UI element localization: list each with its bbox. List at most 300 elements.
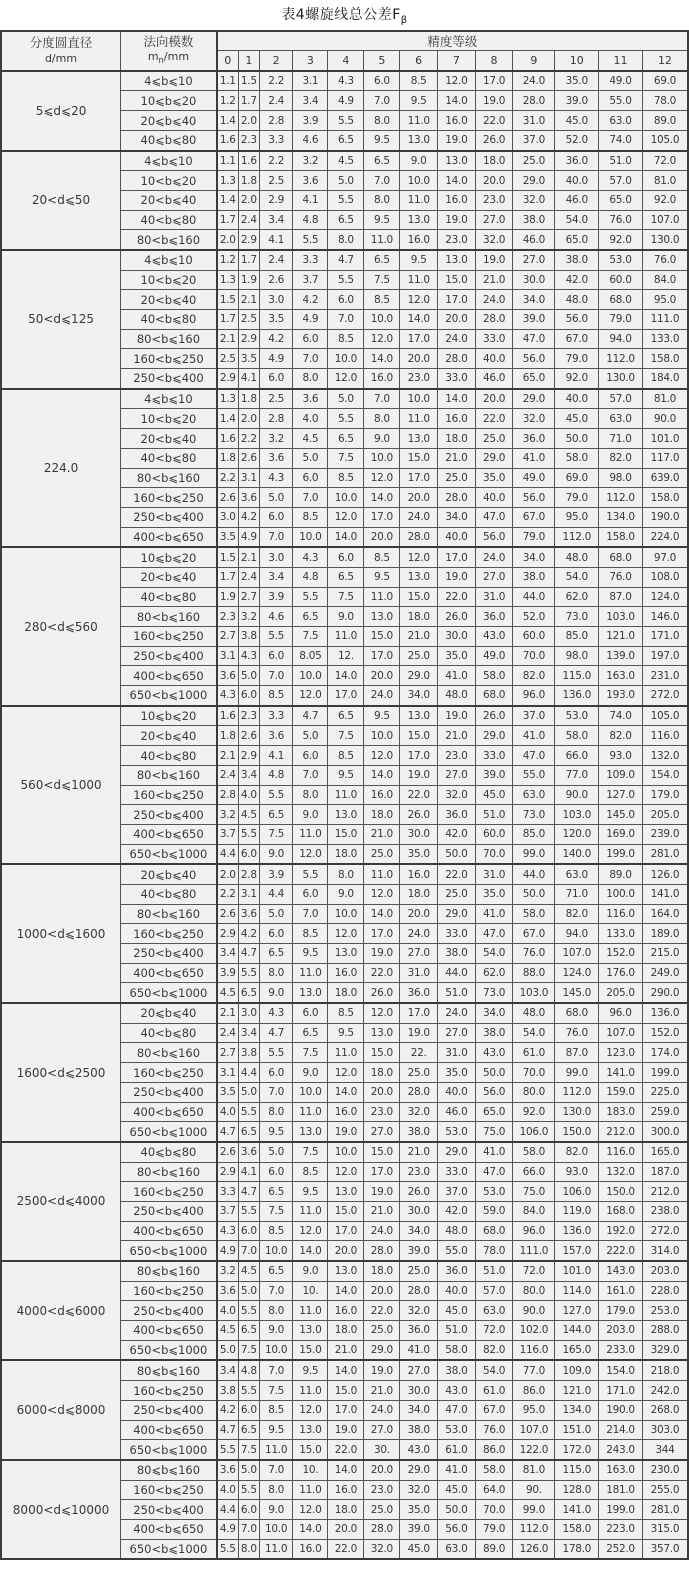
tolerance-value-cell: 14.0	[328, 1360, 364, 1380]
tolerance-value-cell: 19.0	[475, 250, 513, 270]
tolerance-value-cell: 32.0	[438, 785, 476, 805]
tolerance-value-cell: 272.0	[642, 1221, 688, 1241]
tolerance-value-cell: 16.0	[364, 785, 400, 805]
tolerance-value-cell: 6.0	[364, 71, 400, 91]
diameter-header-line1: 分度圆直径	[29, 34, 93, 50]
tolerance-value-cell: 20.0	[475, 389, 513, 409]
tolerance-value-cell: 7.0	[293, 488, 328, 508]
tolerance-value-cell: 33.0	[438, 1162, 476, 1182]
tolerance-value-cell: 99.0	[513, 1500, 555, 1520]
tolerance-value-cell: 24.0	[364, 1400, 400, 1420]
tolerance-value-cell: 4.3	[328, 71, 364, 91]
tolerance-value-cell: 1.5	[238, 71, 259, 91]
tolerance-value-cell: 43.0	[475, 1043, 513, 1063]
tolerance-value-cell: 25.0	[364, 1500, 400, 1520]
tolerance-value-cell: 79.0	[599, 310, 643, 330]
tolerance-value-cell: 8.0	[293, 785, 328, 805]
tolerance-value-cell: 4.3	[217, 686, 238, 706]
tolerance-value-cell: 243.0	[599, 1440, 643, 1460]
facewidth-range-cell: 40<b⩽80	[121, 310, 217, 330]
tolerance-value-cell: 21.0	[438, 448, 476, 468]
tolerance-value-cell: 56.0	[438, 1519, 476, 1539]
tolerance-value-cell: 34.0	[438, 507, 476, 527]
tolerance-value-cell: 3.1	[293, 71, 328, 91]
tolerance-value-cell: 107.0	[642, 210, 688, 230]
tolerance-value-cell: 19.0	[364, 1182, 400, 1202]
tolerance-value-cell: 39.0	[555, 91, 599, 111]
tolerance-value-cell: 116.0	[642, 726, 688, 746]
tolerance-value-cell: 14.0	[438, 389, 476, 409]
tolerance-value-cell: 9.5	[400, 250, 438, 270]
facewidth-range-cell: 400<b⩽650	[121, 824, 217, 844]
tolerance-value-cell: 1.2	[217, 250, 238, 270]
tolerance-value-cell: 65.0	[599, 190, 643, 210]
facewidth-range-cell: 10<b⩽20	[121, 270, 217, 290]
tolerance-value-cell: 12.0	[400, 290, 438, 310]
tolerance-value-cell: 11.0	[328, 627, 364, 647]
tolerance-value-cell: 3.6	[217, 1460, 238, 1480]
tolerance-value-cell: 47.0	[513, 746, 555, 766]
tolerance-value-cell: 60.0	[513, 627, 555, 647]
tolerance-value-cell: 13.0	[364, 1023, 400, 1043]
tolerance-value-cell: 17.0	[400, 1003, 438, 1023]
tolerance-value-cell: 5.0	[238, 666, 259, 686]
tolerance-value-cell: 61.0	[513, 1043, 555, 1063]
tolerance-value-cell: 4.6	[293, 130, 328, 150]
tolerance-value-cell: 48.0	[555, 547, 599, 567]
tolerance-value-cell: 127.0	[599, 785, 643, 805]
tolerance-value-cell: 178.0	[555, 1539, 599, 1559]
diameter-range-cell: 1000<d⩽1600	[1, 864, 121, 1003]
tolerance-value-cell: 54.0	[555, 210, 599, 230]
tolerance-value-cell: 2.4	[217, 765, 238, 785]
table-row	[1, 1003, 688, 1023]
tolerance-value-cell: 60.0	[599, 270, 643, 290]
tolerance-value-cell: 28.0	[438, 488, 476, 508]
tolerance-value-cell: 4.7	[259, 1023, 292, 1043]
tolerance-value-cell: 8.5	[328, 468, 364, 488]
tolerance-value-cell: 7.0	[293, 349, 328, 369]
tolerance-value-cell: 4.5	[217, 983, 238, 1003]
tolerance-value-cell: 288.0	[642, 1321, 688, 1341]
tolerance-value-cell: 205.0	[599, 983, 643, 1003]
tolerance-value-cell: 3.5	[259, 310, 292, 330]
tolerance-value-cell: 10.0	[400, 171, 438, 191]
tolerance-value-cell: 3.6	[238, 1142, 259, 1162]
tolerance-value-cell: 36.0	[400, 1321, 438, 1341]
tolerance-value-cell: 60.0	[475, 824, 513, 844]
tolerance-value-cell: 4.4	[259, 884, 292, 904]
tolerance-value-cell: 76.0	[475, 1420, 513, 1440]
facewidth-range-cell: 20<b⩽40	[121, 567, 217, 587]
tolerance-value-cell: 9.0	[328, 884, 364, 904]
tolerance-value-cell: 20.0	[364, 1281, 400, 1301]
tolerance-value-cell: 1.6	[238, 151, 259, 171]
tolerance-value-cell: 68.0	[555, 1003, 599, 1023]
tolerance-value-cell: 70.0	[475, 1500, 513, 1520]
tolerance-value-cell: 141.0	[599, 1063, 643, 1083]
tolerance-value-cell: 8.0	[328, 864, 364, 884]
tolerance-value-cell: 119.0	[555, 1201, 599, 1221]
tolerance-value-cell: 43.0	[475, 627, 513, 647]
tolerance-value-cell: 39.0	[400, 1241, 438, 1261]
tolerance-value-cell: 13.0	[364, 607, 400, 627]
tolerance-value-cell: 132.0	[599, 1162, 643, 1182]
tolerance-value-cell: 107.0	[555, 944, 599, 964]
tolerance-value-cell: 45.0	[555, 409, 599, 429]
tolerance-value-cell: 16.0	[328, 1301, 364, 1321]
tolerance-value-cell: 3.1	[238, 884, 259, 904]
tolerance-value-cell: 2.0	[217, 864, 238, 884]
tolerance-value-cell: 3.3	[293, 250, 328, 270]
tolerance-value-cell: 34.0	[400, 1400, 438, 1420]
tolerance-value-cell: 20.0	[438, 310, 476, 330]
tolerance-value-cell: 215.0	[642, 944, 688, 964]
tolerance-value-cell: 10.0	[328, 488, 364, 508]
tolerance-value-cell: 11.0	[293, 963, 328, 983]
tolerance-value-cell: 190.0	[642, 507, 688, 527]
tolerance-value-cell: 8.0	[259, 1480, 292, 1500]
tolerance-value-cell: 18.0	[438, 429, 476, 449]
tolerance-value-cell: 94.0	[555, 924, 599, 944]
tolerance-value-cell: 8.5	[259, 686, 292, 706]
tolerance-value-cell: 5.0	[259, 488, 292, 508]
tolerance-value-cell: 223.0	[599, 1519, 643, 1539]
facewidth-range-cell: 400<b⩽650	[121, 1420, 217, 1440]
tolerance-value-cell: 133.0	[599, 924, 643, 944]
tolerance-value-cell: 97.0	[642, 547, 688, 567]
facewidth-range-cell: 400<b⩽650	[121, 527, 217, 547]
tolerance-value-cell: 158.0	[642, 488, 688, 508]
tolerance-value-cell: 2.3	[217, 607, 238, 627]
tolerance-value-cell: 7.0	[328, 310, 364, 330]
tolerance-value-cell: 18.0	[364, 1261, 400, 1281]
tolerance-value-cell: 9.5	[293, 1360, 328, 1380]
tolerance-value-cell: 33.0	[438, 924, 476, 944]
tolerance-value-cell: 56.0	[475, 527, 513, 547]
grade-header-12: 12	[642, 50, 688, 71]
tolerance-value-cell: 126.0	[513, 1539, 555, 1559]
tolerance-value-cell: 5.0	[293, 448, 328, 468]
tolerance-value-cell: 19.0	[364, 944, 400, 964]
tolerance-value-cell: 51.0	[475, 1261, 513, 1281]
table-row	[1, 706, 688, 726]
tolerance-value-cell: 56.0	[475, 1082, 513, 1102]
tolerance-value-cell: 203.0	[642, 1261, 688, 1281]
tolerance-value-cell: 1.7	[217, 310, 238, 330]
tolerance-value-cell: 26.0	[364, 983, 400, 1003]
tolerance-value-cell: 1.1	[217, 151, 238, 171]
tolerance-value-cell: 7.5	[328, 448, 364, 468]
tolerance-value-cell: 48.0	[438, 1221, 476, 1241]
tolerance-value-cell: 12.0	[293, 1400, 328, 1420]
tolerance-value-cell: 11.0	[293, 1301, 328, 1321]
grade-header-11: 11	[599, 50, 643, 71]
tolerance-value-cell: 15.0	[328, 1201, 364, 1221]
tolerance-value-cell: 4.7	[328, 250, 364, 270]
tolerance-value-cell: 22.0	[328, 1440, 364, 1460]
tolerance-value-cell: 2.9	[238, 230, 259, 250]
tolerance-value-cell: 1.9	[238, 270, 259, 290]
tolerance-value-cell: 68.0	[599, 547, 643, 567]
tolerance-value-cell: 29.0	[475, 726, 513, 746]
tolerance-value-cell: 46.0	[438, 1102, 476, 1122]
tolerance-value-cell: 10.0	[259, 1340, 292, 1360]
tolerance-value-cell: 116.0	[599, 1142, 643, 1162]
tolerance-value-cell: 19.0	[438, 706, 476, 726]
tolerance-value-cell: 9.5	[364, 210, 400, 230]
tolerance-value-cell: 6.0	[293, 746, 328, 766]
tolerance-value-cell: 3.5	[217, 527, 238, 547]
tolerance-value-cell: 1.8	[238, 389, 259, 409]
tolerance-value-cell: 93.0	[555, 1162, 599, 1182]
tolerance-value-cell: 12.0	[328, 1063, 364, 1083]
tolerance-value-cell: 36.0	[438, 805, 476, 825]
tolerance-value-cell: 33.0	[475, 746, 513, 766]
tolerance-value-cell: 105.0	[642, 130, 688, 150]
tolerance-value-cell: 51.0	[438, 1321, 476, 1341]
tolerance-value-cell: 164.0	[642, 904, 688, 924]
tolerance-value-cell: 10.0	[400, 389, 438, 409]
tolerance-value-cell: 152.0	[599, 944, 643, 964]
tolerance-value-cell: 5.5	[238, 1102, 259, 1122]
tolerance-value-cell: 40.0	[475, 488, 513, 508]
tolerance-value-cell: 2.2	[238, 429, 259, 449]
tolerance-value-cell: 2.9	[217, 924, 238, 944]
tolerance-value-cell: 7.0	[259, 1281, 292, 1301]
tolerance-value-cell: 50.0	[438, 1500, 476, 1520]
tolerance-value-cell: 28.0	[400, 527, 438, 547]
tolerance-value-cell: 1.3	[217, 171, 238, 191]
diameter-range-cell: 1600<d⩽2500	[1, 1003, 121, 1142]
tolerance-value-cell: 36.0	[475, 607, 513, 627]
grade-header-5: 5	[364, 50, 400, 71]
tolerance-value-cell: 136.0	[555, 686, 599, 706]
tolerance-value-cell: 8.5	[328, 1003, 364, 1023]
tolerance-value-cell: 6.0	[293, 1003, 328, 1023]
diameter-column-header	[1, 31, 121, 71]
tolerance-value-cell: 47.0	[475, 924, 513, 944]
tolerance-value-cell: 5.0	[328, 171, 364, 191]
tolerance-value-cell: 35.0	[475, 468, 513, 488]
tolerance-value-cell: 72.0	[513, 1261, 555, 1281]
tolerance-value-cell: 13.0	[293, 1321, 328, 1341]
tolerance-value-cell: 24.0	[400, 507, 438, 527]
table-body	[1, 71, 688, 1560]
tolerance-value-cell: 6.0	[293, 468, 328, 488]
tolerance-value-cell: 4.2	[217, 1400, 238, 1420]
tolerance-value-cell: 9.5	[364, 567, 400, 587]
tolerance-value-cell: 4.7	[238, 944, 259, 964]
tolerance-value-cell: 65.0	[513, 369, 555, 389]
tolerance-value-cell: 45.0	[475, 785, 513, 805]
tolerance-value-cell: 2.8	[259, 111, 292, 131]
tolerance-value-cell: 79.0	[555, 349, 599, 369]
tolerance-value-cell: 109.0	[599, 765, 643, 785]
tolerance-value-cell: 36.0	[400, 983, 438, 1003]
tolerance-value-cell: 13.0	[328, 1261, 364, 1281]
tolerance-value-cell: 184.0	[642, 369, 688, 389]
tolerance-value-cell: 107.0	[513, 1420, 555, 1440]
tolerance-value-cell: 136.0	[642, 1003, 688, 1023]
tolerance-value-cell: 1.2	[217, 91, 238, 111]
facewidth-range-cell: 20<b⩽40	[121, 429, 217, 449]
tolerance-value-cell: 14.0	[438, 171, 476, 191]
tolerance-value-cell: 8.5	[259, 1221, 292, 1241]
tolerance-value-cell: 8.5	[328, 329, 364, 349]
tolerance-value-cell: 2.8	[238, 864, 259, 884]
tolerance-value-cell: 28.0	[364, 1519, 400, 1539]
tolerance-value-cell: 61.0	[475, 1381, 513, 1401]
tolerance-value-cell: 47.0	[475, 507, 513, 527]
tolerance-value-cell: 112.0	[599, 488, 643, 508]
tolerance-value-cell: 168.0	[599, 1201, 643, 1221]
tolerance-value-cell: 32.0	[475, 230, 513, 250]
tolerance-value-cell: 5.0	[217, 1340, 238, 1360]
tolerance-value-cell: 3.8	[238, 1043, 259, 1063]
tolerance-value-cell: 12.0	[293, 1500, 328, 1520]
tolerance-value-cell: 35.0	[400, 1500, 438, 1520]
tolerance-value-cell: 57.0	[475, 1281, 513, 1301]
facewidth-range-cell: 40<b⩽80	[121, 746, 217, 766]
tolerance-value-cell: 4.1	[238, 369, 259, 389]
tolerance-value-cell: 2.1	[217, 329, 238, 349]
tolerance-value-cell: 38.0	[475, 1023, 513, 1043]
tolerance-value-cell: 10.0	[293, 666, 328, 686]
tolerance-value-cell: 1.8	[217, 726, 238, 746]
tolerance-value-cell: 35.0	[555, 71, 599, 91]
tolerance-value-cell: 9.0	[293, 805, 328, 825]
tolerance-value-cell: 43.0	[400, 1440, 438, 1460]
tolerance-value-cell: 2.9	[217, 369, 238, 389]
tolerance-value-cell: 1.7	[238, 250, 259, 270]
diameter-range-cell: 224.0	[1, 389, 121, 548]
tolerance-value-cell: 11.0	[328, 1043, 364, 1063]
tolerance-value-cell: 105.0	[642, 706, 688, 726]
tolerance-value-cell: 111.0	[642, 310, 688, 330]
tolerance-value-cell: 126.0	[642, 864, 688, 884]
tolerance-value-cell: 76.0	[513, 944, 555, 964]
tolerance-value-cell: 17.0	[364, 646, 400, 666]
tolerance-value-cell: 86.0	[475, 1440, 513, 1460]
tolerance-value-cell: 3.4	[238, 765, 259, 785]
tolerance-value-cell: 11.0	[293, 824, 328, 844]
tolerance-value-cell: 5.5	[238, 1381, 259, 1401]
tolerance-value-cell: 72.0	[642, 151, 688, 171]
tolerance-value-cell: 81.0	[642, 171, 688, 191]
tolerance-value-cell: 101.0	[642, 429, 688, 449]
facewidth-range-cell: 40<b⩽80	[121, 884, 217, 904]
facewidth-range-cell: 40⩽b⩽80	[121, 1142, 217, 1162]
tolerance-value-cell: 15.0	[364, 627, 400, 647]
tolerance-value-cell: 7.0	[259, 1460, 292, 1480]
tolerance-value-cell: 187.0	[642, 1162, 688, 1182]
tolerance-value-cell: 15.0	[328, 824, 364, 844]
tolerance-value-cell: 41.0	[513, 448, 555, 468]
tolerance-value-cell: 7.0	[293, 765, 328, 785]
tolerance-value-cell: 14.0	[328, 527, 364, 547]
tolerance-value-cell: 58.0	[438, 1340, 476, 1360]
tolerance-value-cell: 71.0	[555, 884, 599, 904]
tolerance-value-cell: 24.0	[364, 686, 400, 706]
tolerance-value-cell: 4.5	[328, 151, 364, 171]
tolerance-value-cell: 14.0	[328, 1082, 364, 1102]
tolerance-value-cell: 24.0	[475, 290, 513, 310]
tolerance-value-cell: 2.5	[238, 310, 259, 330]
tolerance-value-cell: 16.0	[400, 864, 438, 884]
tolerance-value-cell: 8.5	[400, 71, 438, 91]
tolerance-value-cell: 190.0	[599, 1400, 643, 1420]
tolerance-value-cell: 11.0	[328, 785, 364, 805]
tolerance-value-cell: 38.0	[555, 250, 599, 270]
tolerance-value-cell: 5.0	[259, 1142, 292, 1162]
tolerance-value-cell: 106.0	[555, 1182, 599, 1202]
tolerance-value-cell: 11.0	[364, 587, 400, 607]
facewidth-range-cell: 400<b⩽650	[121, 1321, 217, 1341]
tolerance-value-cell: 3.4	[217, 944, 238, 964]
tolerance-value-cell: 4.6	[259, 607, 292, 627]
tolerance-value-cell: 17.0	[364, 924, 400, 944]
facewidth-range-cell: 400<b⩽650	[121, 1519, 217, 1539]
tolerance-value-cell: 2.8	[217, 785, 238, 805]
tolerance-value-cell: 2.6	[259, 270, 292, 290]
tolerance-value-cell: 117.0	[642, 448, 688, 468]
tolerance-value-cell: 50.0	[475, 1063, 513, 1083]
tolerance-value-cell: 9.0	[259, 1321, 292, 1341]
tolerance-value-cell: 7.5	[293, 1043, 328, 1063]
tolerance-value-cell: 7.0	[259, 1360, 292, 1380]
tolerance-value-cell: 7.0	[364, 171, 400, 191]
tolerance-value-cell: 13.0	[400, 130, 438, 150]
tolerance-value-cell: 10.0	[328, 349, 364, 369]
tolerance-value-cell: 5.0	[293, 726, 328, 746]
tolerance-value-cell: 4.7	[217, 1420, 238, 1440]
tolerance-value-cell: 3.6	[217, 1281, 238, 1301]
tolerance-value-cell: 44.0	[513, 587, 555, 607]
tolerance-value-cell: 23.0	[400, 369, 438, 389]
tolerance-value-cell: 3.4	[217, 1360, 238, 1380]
helix-tolerance-table	[0, 30, 689, 1561]
tolerance-value-cell: 199.0	[599, 844, 643, 864]
facewidth-range-cell: 650<b⩽1000	[121, 1539, 217, 1559]
tolerance-value-cell: 19.0	[438, 210, 476, 230]
tolerance-value-cell: 58.0	[475, 1460, 513, 1480]
tolerance-value-cell: 12.0	[364, 746, 400, 766]
tolerance-value-cell: 9.5	[259, 1420, 292, 1440]
tolerance-value-cell: 7.5	[238, 1340, 259, 1360]
tolerance-value-cell: 31.0	[513, 111, 555, 131]
tolerance-value-cell: 150.0	[555, 1122, 599, 1142]
tolerance-value-cell: 3.6	[217, 666, 238, 686]
tolerance-value-cell: 41.0	[438, 666, 476, 686]
tolerance-value-cell: 3.6	[259, 726, 292, 746]
tolerance-value-cell: 50.0	[513, 884, 555, 904]
facewidth-range-cell: 400<b⩽650	[121, 1102, 217, 1122]
tolerance-value-cell: 268.0	[642, 1400, 688, 1420]
tolerance-value-cell: 3.9	[217, 963, 238, 983]
tolerance-value-cell: 40.0	[438, 527, 476, 547]
tolerance-value-cell: 42.0	[555, 270, 599, 290]
tolerance-value-cell: 28.0	[400, 1281, 438, 1301]
tolerance-value-cell: 17.0	[364, 1162, 400, 1182]
tolerance-value-cell: 8.5	[293, 924, 328, 944]
tolerance-value-cell: 2.7	[238, 587, 259, 607]
facewidth-range-cell: 40⩽b⩽80	[121, 130, 217, 150]
facewidth-range-cell: 250<b⩽400	[121, 369, 217, 389]
tolerance-value-cell: 159.0	[599, 1082, 643, 1102]
facewidth-range-cell: 4⩽b⩽10	[121, 250, 217, 270]
tolerance-value-cell: 75.0	[475, 1122, 513, 1142]
